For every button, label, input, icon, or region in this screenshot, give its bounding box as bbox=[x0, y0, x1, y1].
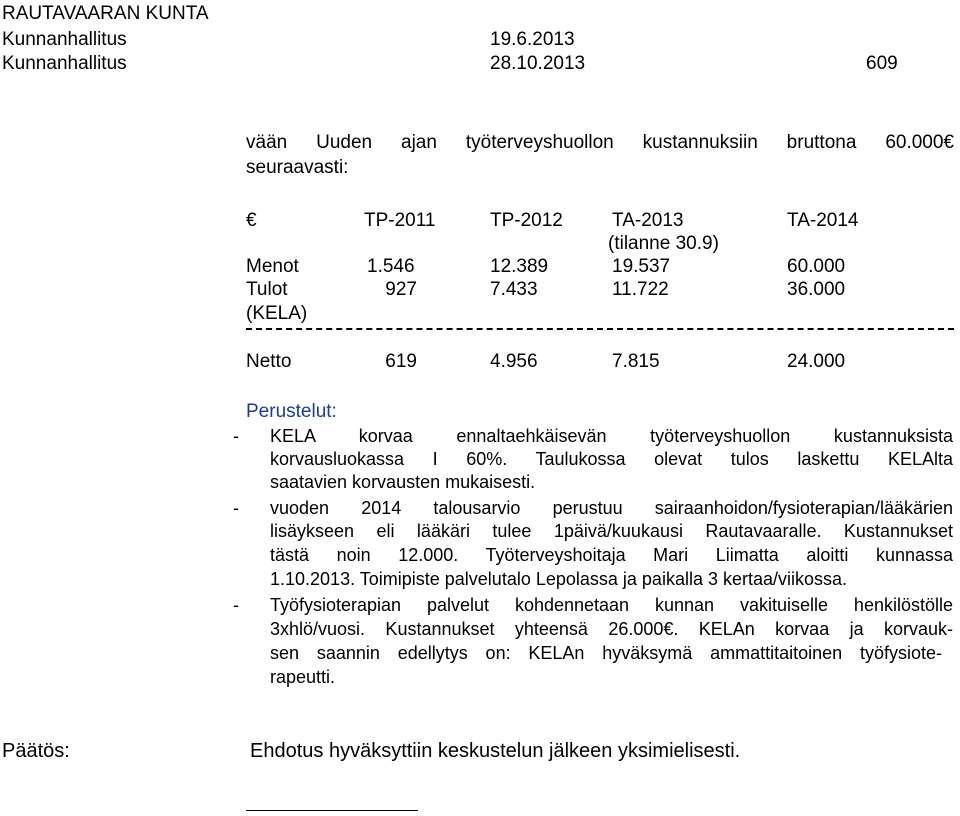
bullet-dash-3: - bbox=[233, 595, 239, 615]
header-date-1: 19.6.2013 bbox=[490, 29, 575, 50]
header-body-1: Kunnanhallitus bbox=[2, 29, 127, 50]
row-label-tulot: Tulot bbox=[246, 279, 288, 300]
bullet3-line4: rapeutti. bbox=[270, 667, 336, 687]
row-sublabel-kela: (KELA) bbox=[246, 303, 308, 324]
perustelut-heading: Perustelut: bbox=[246, 401, 337, 422]
bullet-dash-1: - bbox=[233, 426, 239, 446]
bullet3-line3: sen saannin edellytys on: KELAn hyväksymä ammattitaitoinen työfysiote- bbox=[270, 643, 942, 663]
col-header-tp2011: TP-2011 bbox=[364, 210, 436, 231]
page-number: 609 bbox=[866, 53, 898, 74]
paatos-label: Päätös: bbox=[2, 740, 70, 762]
bullet1-line3: saatavien korvausten mukaisesti. bbox=[270, 472, 536, 492]
header-body-2: Kunnanhallitus bbox=[2, 53, 127, 74]
tulot-tp2011: 927 bbox=[385, 279, 417, 300]
col-header-ta2013: TA-2013 bbox=[612, 210, 684, 231]
org-name: RAUTAVAARAN KUNTA bbox=[2, 3, 209, 24]
bullet3-line1: Työfysioterapian palvelut kohdennetaan kunnan vakituiselle henkilöstölle bbox=[270, 595, 953, 615]
tulot-tp2012: 7.433 bbox=[490, 279, 538, 300]
intro-line-1: vään Uuden ajan työterveyshuollon kustannuksiin bruttona 60.000€ bbox=[246, 132, 954, 153]
bullet2-line3: tästä noin 12.000. Työterveyshoitaja Mari Liimatta aloitti kunnassa bbox=[270, 545, 953, 565]
currency-symbol: € bbox=[246, 210, 257, 231]
menot-ta2013: 19.537 bbox=[612, 256, 671, 277]
table-dashed-rule bbox=[246, 328, 954, 330]
bullet1-line2: korvausluokassa I 60%. Taulukossa olevat tulos laskettu KELAlta bbox=[270, 449, 953, 469]
bullet1-line1: KELA korvaa ennaltaehkäisevän työterveyshuollon kustannuksista bbox=[270, 426, 953, 446]
paatos-text: Ehdotus hyväksyttiin keskustelun jälkeen yksimielisesti. bbox=[250, 740, 741, 762]
bullet2-line4: 1.10.2013. Toimipiste palvelutalo Lepolassa ja paikalla 3 kertaa/viikossa. bbox=[270, 569, 848, 589]
bullet-dash-2: - bbox=[233, 498, 239, 518]
bullet2-line1: vuoden 2014 talousarvio perustuu sairaanhoidon/fysioterapian/lääkärien bbox=[270, 498, 953, 518]
signature-line bbox=[246, 810, 418, 811]
header-date-2: 28.10.2013 bbox=[490, 53, 586, 74]
tulot-ta2014: 36.000 bbox=[787, 279, 846, 300]
col-header-ta2014: TA-2014 bbox=[787, 210, 859, 231]
col-subheader: (tilanne 30.9) bbox=[608, 233, 719, 254]
netto-ta2014: 24.000 bbox=[787, 351, 846, 372]
menot-tp2012: 12.389 bbox=[490, 256, 549, 277]
intro-line-2: seuraavasti: bbox=[246, 157, 349, 178]
row-label-menot: Menot bbox=[246, 256, 299, 277]
tulot-ta2013: 11.722 bbox=[612, 279, 669, 300]
menot-tp2011: 1.546 bbox=[367, 256, 415, 277]
menot-ta2014: 60.000 bbox=[787, 256, 846, 277]
netto-ta2013: 7.815 bbox=[612, 351, 660, 372]
netto-tp2011: 619 bbox=[385, 351, 417, 372]
col-header-tp2012: TP-2012 bbox=[490, 210, 563, 231]
row-label-netto: Netto bbox=[246, 351, 292, 372]
netto-tp2012: 4.956 bbox=[490, 351, 538, 372]
bullet2-line2: lisäykseen eli lääkäri tulee 1päivä/kuukausi Rautavaaralle. Kustannukset bbox=[270, 521, 953, 541]
bullet3-line2: 3xhlö/vuosi. Kustannukset yhteensä 26.000€. KELAn korvaa ja korvauk- bbox=[270, 619, 953, 639]
